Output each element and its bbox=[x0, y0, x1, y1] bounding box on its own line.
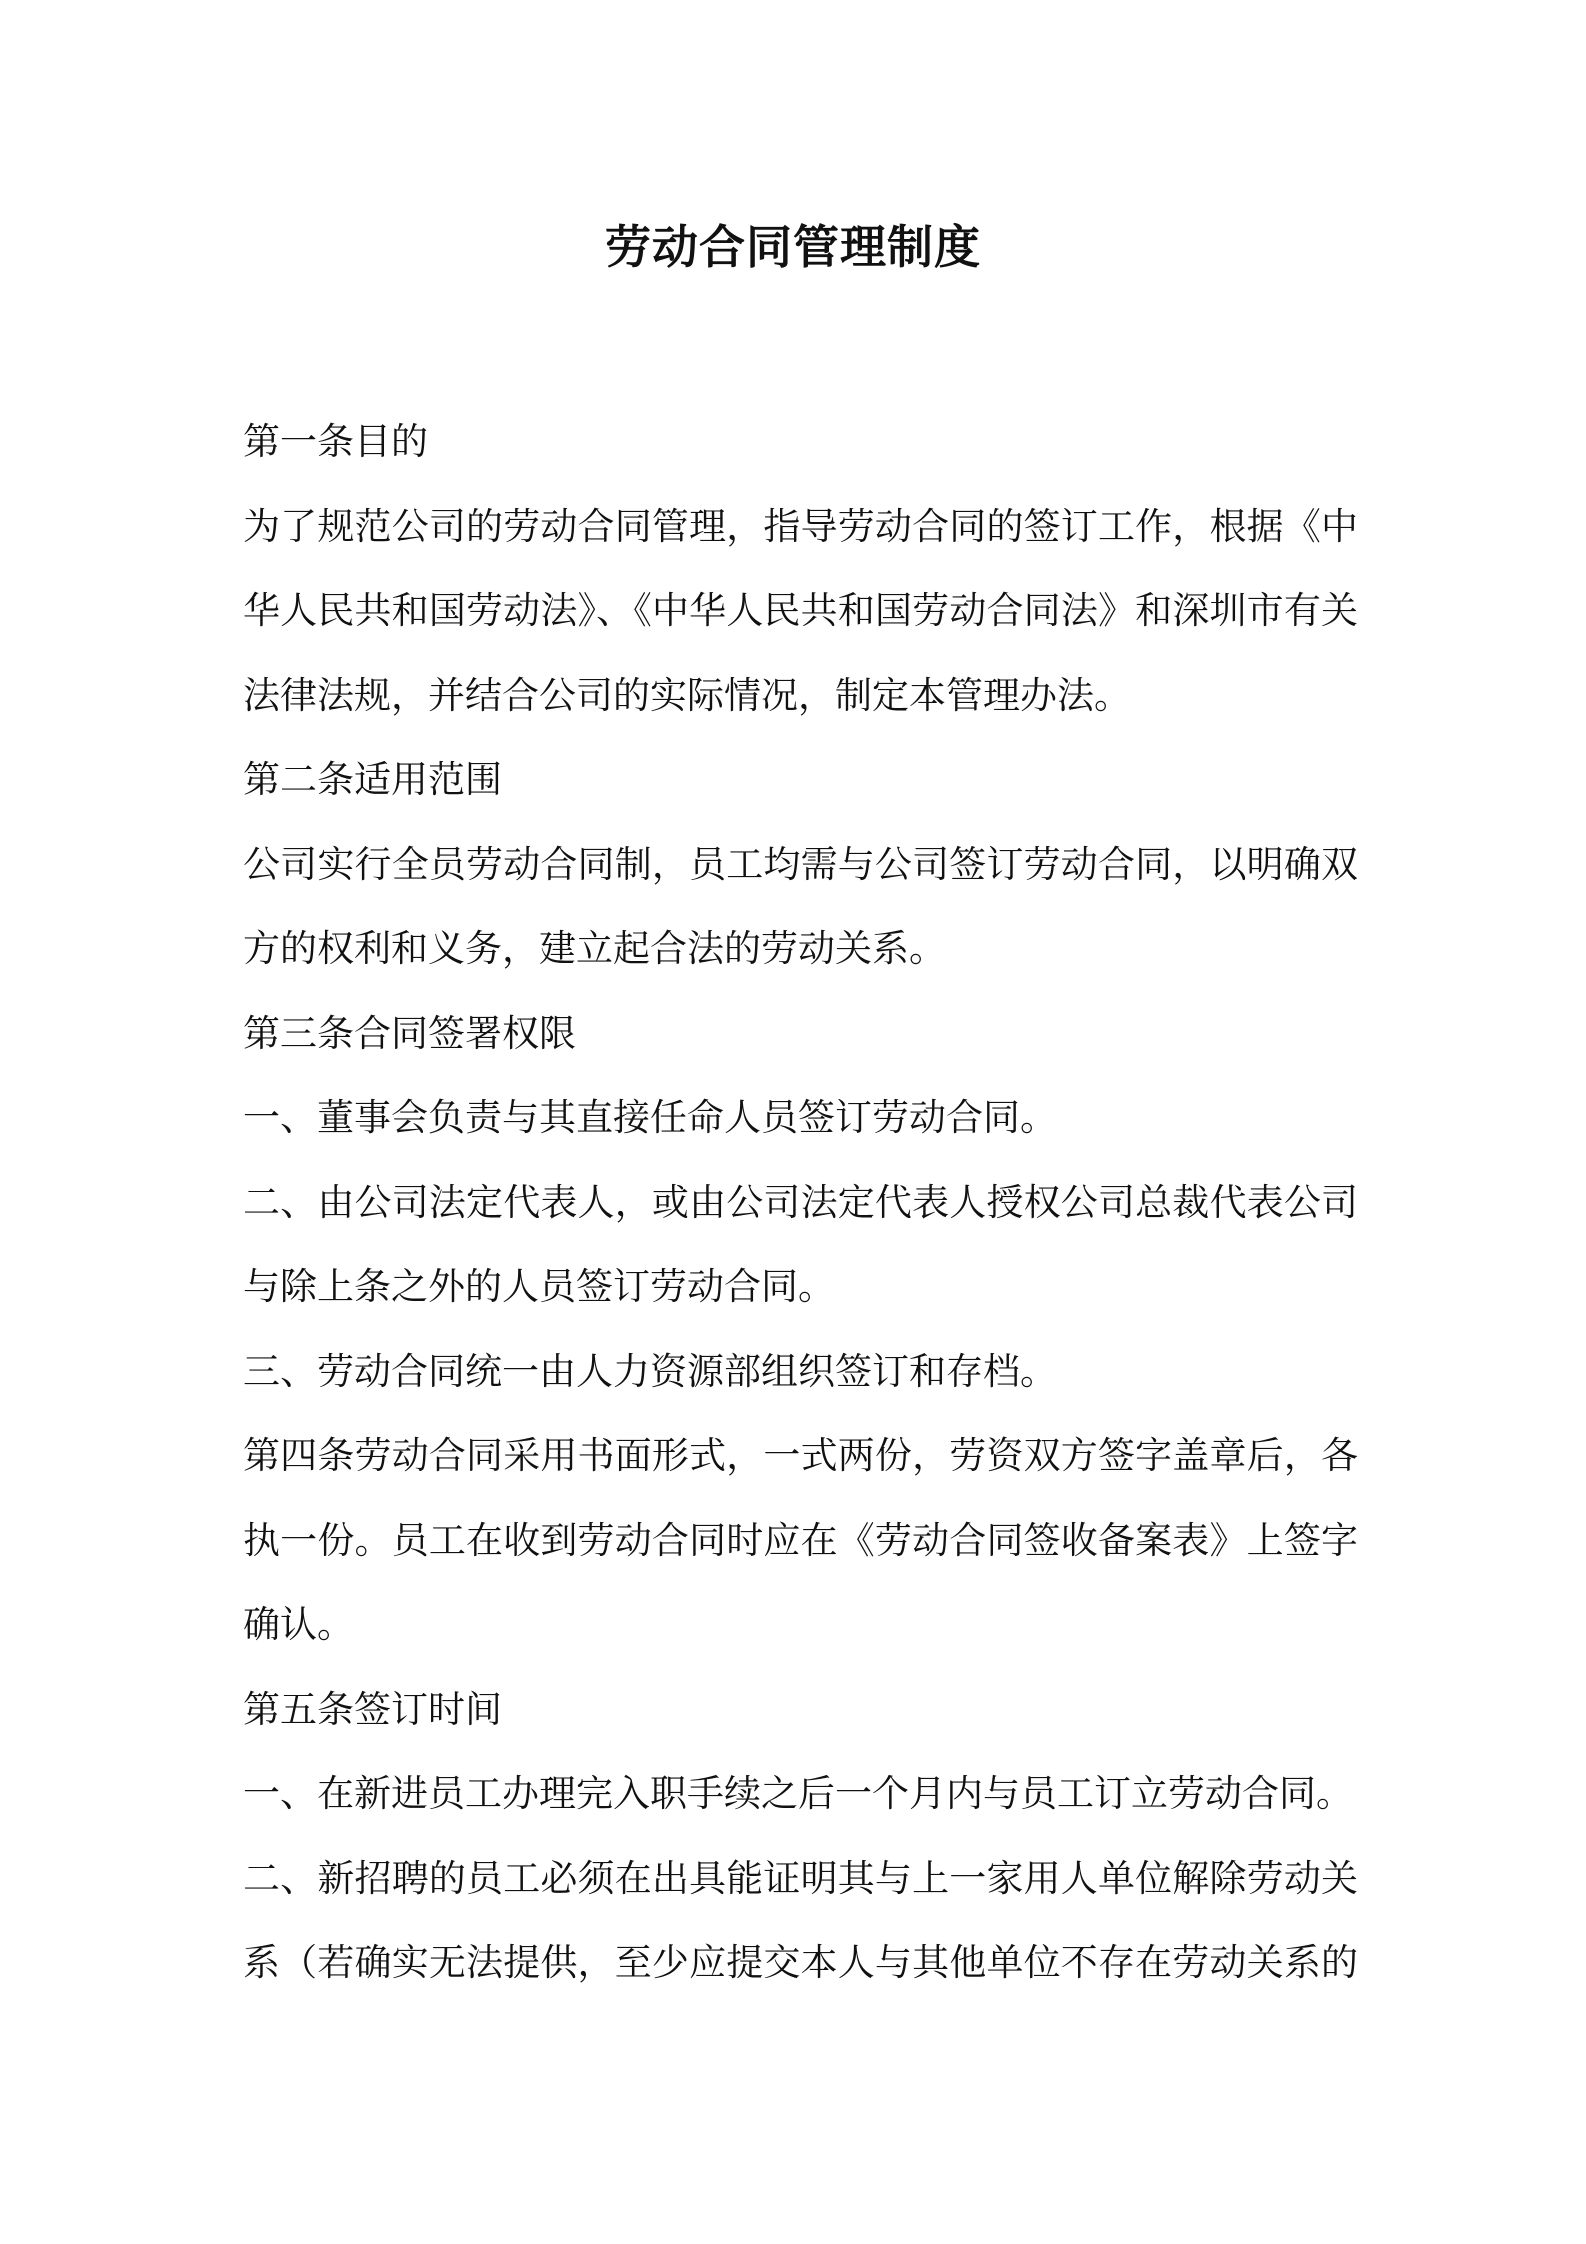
paragraph-line: 为了规范公司的劳动合同管理，指导劳动合同的签订工作，根据《中 bbox=[243, 504, 1358, 548]
article-heading-1: 第一条目的 bbox=[243, 420, 428, 463]
document-title: 劳动合同管理制度 bbox=[605, 220, 981, 274]
paragraph-line: 公司实行全员劳动合同制，员工均需与公司签订劳动合同，以明确双 bbox=[243, 842, 1358, 886]
clause-line: 一、董事会负责与其直接任命人员签订劳动合同。 bbox=[243, 1096, 1057, 1139]
paragraph-line: 法律法规，并结合公司的实际情况，制定本管理办法。 bbox=[243, 673, 1131, 717]
document-body bbox=[243, 400, 1358, 2006]
article-heading-3: 第三条合同签署权限 bbox=[243, 1011, 576, 1055]
paragraph-line: 确认。 bbox=[243, 1603, 354, 1646]
clause-line: 二、由公司法定代表人，或由公司法定代表人授权公司总裁代表公司 bbox=[243, 1180, 1358, 1224]
article-4-line: 第四条劳动合同采用书面形式，一式两份，劳资双方签字盖章后，各 bbox=[243, 1434, 1358, 1477]
paragraph-line: 华人民共和国劳动法》、《中华人民共和国劳动合同法》和深圳市有关 bbox=[243, 589, 1358, 632]
clause-line: 系（若确实无法提供，至少应提交本人与其他单位不存在劳动关系的 bbox=[243, 1941, 1358, 1984]
article-heading-2: 第二条适用范围 bbox=[243, 758, 502, 801]
clause-line: 一、在新进员工办理完入职手续之后一个月内与员工订立劳动合同。 bbox=[243, 1772, 1353, 1815]
article-heading-5: 第五条签订时间 bbox=[243, 1687, 502, 1731]
clause-line: 三、劳动合同统一由人力资源部组织签订和存档。 bbox=[243, 1349, 1057, 1393]
clause-line: 二、新招聘的员工必须在出具能证明其与上一家用人单位解除劳动关 bbox=[243, 1856, 1358, 1900]
paragraph-line: 执一份。员工在收到劳动合同时应在《劳动合同签收备案表》上签字 bbox=[243, 1518, 1358, 1562]
paragraph-line: 方的权利和义务，建立起合法的劳动关系。 bbox=[243, 927, 946, 970]
clause-line: 与除上条之外的人员签订劳动合同。 bbox=[243, 1265, 835, 1308]
